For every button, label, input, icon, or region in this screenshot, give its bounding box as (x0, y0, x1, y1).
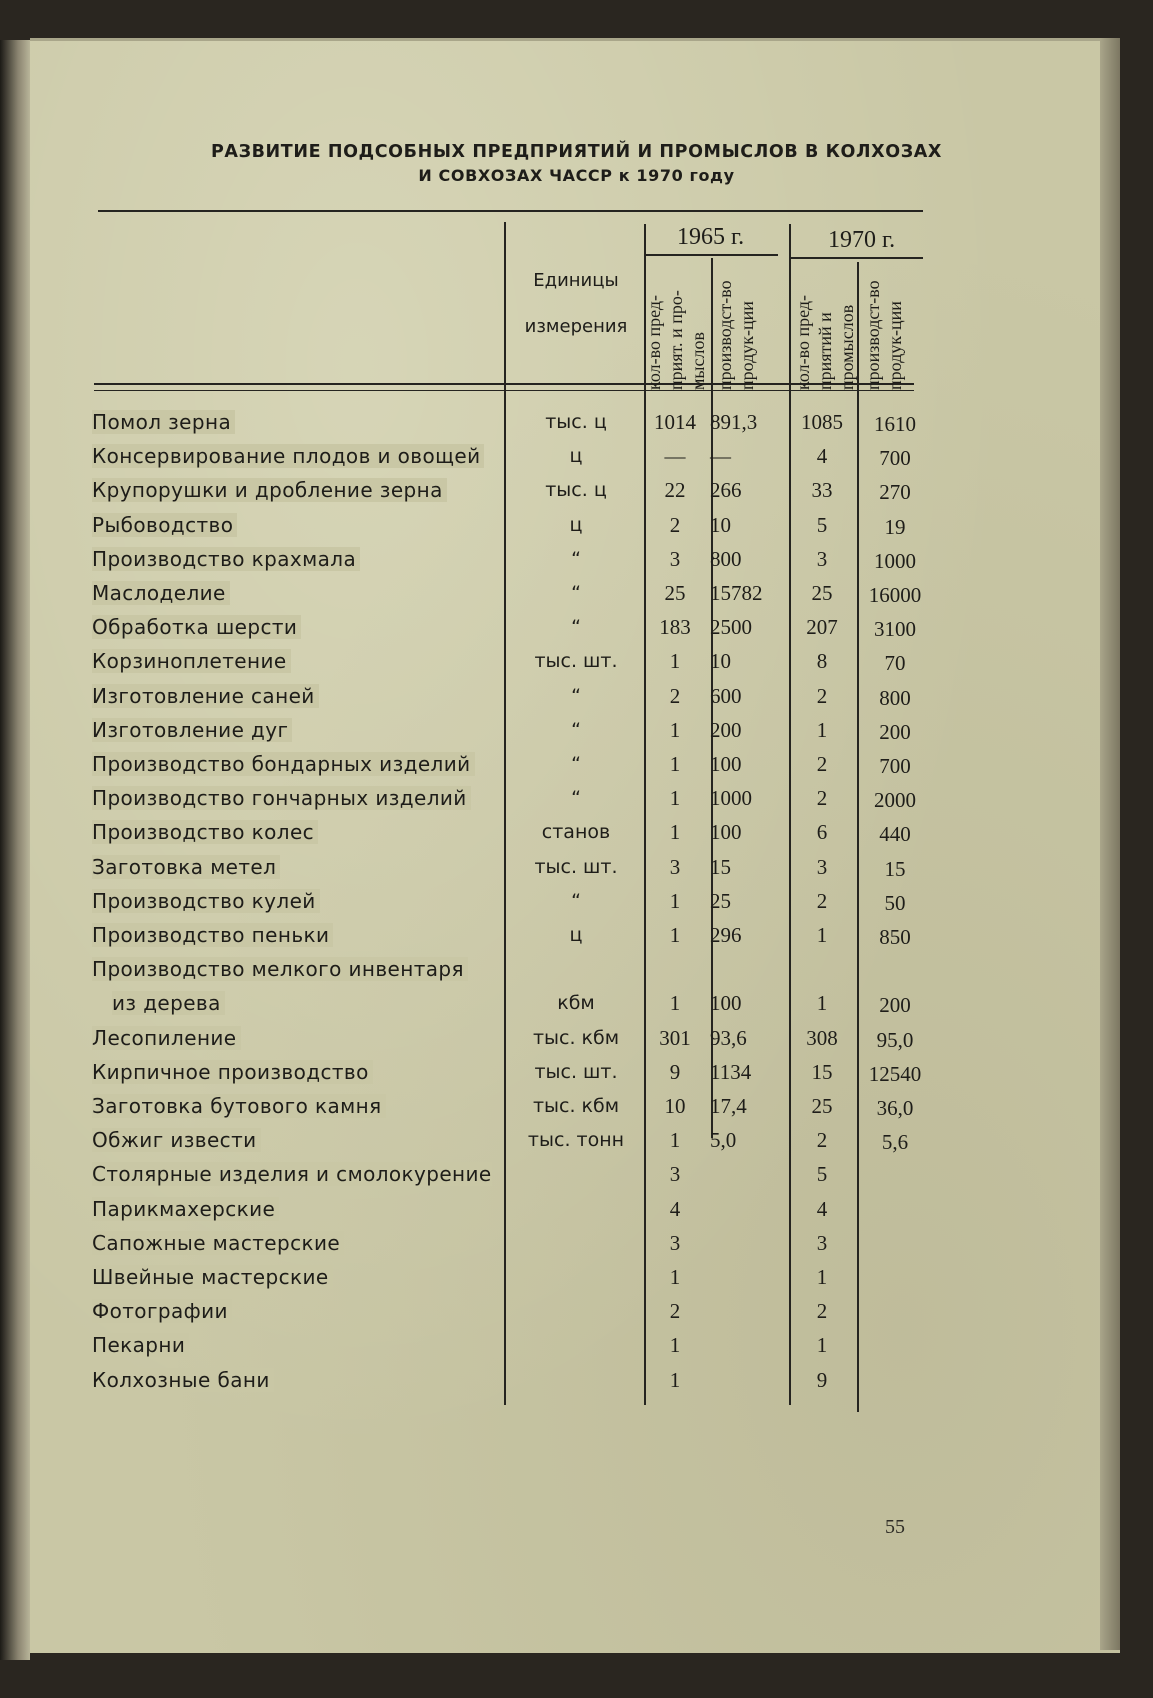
count-1970-cell: 1085 (801, 410, 843, 434)
production-1965-cell: 25 (710, 888, 731, 913)
row-label (92, 547, 492, 571)
row-label (92, 1265, 492, 1289)
count-1965-cell: 3 (669, 1230, 681, 1255)
units-header-line-1: Единицы (533, 270, 619, 291)
row-label (92, 1094, 492, 1118)
unit-cell: “ (571, 684, 581, 707)
production-1970-cell: 3100 (874, 617, 916, 642)
production-1970-cell: 440 (879, 822, 911, 847)
unit-cell: тыс. шт. (534, 855, 618, 878)
count-1965-cell: 25 (664, 581, 686, 605)
row-label (92, 1231, 492, 1255)
unit-cell: “ (571, 787, 581, 810)
count-1965-cell: 3 (669, 546, 681, 571)
row-label-text: Производство кулей (92, 889, 320, 913)
production-1965-cell: — (710, 444, 731, 469)
row-label-text: Крупорушки и дробление зерна (92, 478, 447, 502)
count-1970-cell: 207 (806, 615, 838, 640)
unit-cell: “ (571, 889, 581, 912)
count-1965-cell: 1 (669, 1128, 681, 1153)
count-1970-cell: 2 (816, 1128, 828, 1153)
production-1965-cell: 100 (710, 752, 742, 776)
production-1965-cell: 800 (710, 546, 742, 571)
unit-cell: “ (571, 582, 581, 604)
row-label-text: Производство гончарных изделий (92, 786, 471, 810)
count-1970-cell: 33 (811, 478, 833, 503)
page-number: 55 (885, 1516, 905, 1538)
unit-cell: ц (569, 924, 583, 946)
row-label-text: Кирпичное производство (92, 1060, 373, 1084)
production-1965-cell: 17,4 (710, 1094, 747, 1118)
units-header-line-2: измерения (524, 316, 628, 337)
count-1970-cell: 1 (816, 1265, 828, 1289)
count-1970-cell: 2 (816, 1299, 828, 1324)
table-title-line-1: РАЗВИТИЕ ПОДСОБНЫХ ПРЕДПРИЯТИЙ И ПРОМЫСЛОВ В КОЛХОЗАХ (211, 142, 942, 162)
count-1965-cell: 1 (669, 923, 681, 947)
unit-cell: станов (541, 821, 611, 844)
production-1965-cell: 5,0 (710, 1128, 737, 1153)
production-1965-cell: 10 (710, 512, 731, 537)
production-1965-cell: 2500 (710, 615, 752, 640)
count-1970-cell: 15 (811, 1059, 833, 1084)
count-1965-cell: 1 (669, 1333, 681, 1358)
production-1970-cell: 15 (884, 856, 906, 881)
row-label (92, 1026, 492, 1050)
count-1965-cell: 183 (659, 615, 691, 640)
production-1970-cell: 1000 (874, 548, 916, 573)
count-1965-cell: 1 (669, 752, 681, 776)
col-divider-1970 (789, 224, 791, 1405)
production-1965-cell: 1134 (710, 1059, 752, 1084)
row-label-text: Консервирование плодов и овощей (92, 444, 484, 468)
production-1970-cell: 50 (884, 890, 906, 915)
production-1965-cell: 100 (710, 820, 742, 845)
count-1965-cell: — (664, 444, 686, 469)
count-1970-cell: 1 (816, 717, 828, 742)
row-label-text: Заготовка бутового камня (92, 1094, 386, 1118)
unit-cell: тыс. кбм (532, 1026, 620, 1049)
count-1970-cell: 25 (811, 1094, 833, 1118)
production-1970-cell: 270 (879, 480, 911, 505)
count-1970-cell: 4 (816, 1196, 828, 1221)
row-label (92, 957, 492, 981)
count-1965-cell: 1014 (654, 410, 696, 434)
unit-cell: “ (571, 547, 581, 570)
count-1965-cell: 301 (659, 1025, 691, 1050)
row-label (92, 410, 492, 434)
row-label-text: Обжиг извести (92, 1128, 261, 1152)
count-1965-cell: 3 (669, 854, 681, 879)
count-1970-cell: 4 (816, 444, 828, 469)
row-label-text: Обработка шерсти (92, 615, 301, 639)
production-1970-cell: 800 (879, 685, 911, 710)
row-label (92, 615, 492, 639)
count-1965-cell: 9 (669, 1059, 681, 1084)
header-top-rule (98, 210, 923, 212)
row-label-text: Производство пеньки (92, 923, 333, 947)
row-label (92, 1299, 492, 1323)
count-1970-cell: 1 (816, 1333, 828, 1358)
col-header-prod-1965: производст-во продук-ции (715, 280, 757, 390)
row-label (92, 1060, 492, 1084)
count-1970-cell: 9 (816, 1367, 828, 1392)
row-label (92, 1162, 492, 1186)
row-label (92, 752, 492, 776)
count-1965-cell: 10 (664, 1094, 686, 1118)
unit-cell: тыс. шт. (534, 1060, 618, 1083)
year-1965-header: 1965 г. (677, 224, 745, 250)
count-1965-cell: 1 (669, 786, 681, 811)
row-label-text: Пекарни (92, 1333, 189, 1357)
row-label (92, 855, 492, 879)
production-1965-cell: 200 (710, 717, 742, 742)
count-1970-cell: 308 (806, 1025, 838, 1050)
production-1965-cell: 15 (710, 854, 731, 879)
row-label-text: Производство колес (92, 820, 318, 844)
count-1970-cell: 8 (816, 649, 828, 674)
row-label-text: Колхозные бани (92, 1368, 274, 1392)
production-1970-cell: 200 (879, 993, 911, 1018)
production-1965-cell: 296 (710, 923, 742, 947)
production-1965-cell: 15782 (710, 581, 763, 605)
col-header-count-1965: кол-во пред-прият. и про-мыслов (644, 290, 708, 390)
production-1970-cell: 2000 (874, 788, 916, 813)
production-1970-cell: 5,6 (881, 1130, 909, 1155)
production-1965-cell: 93,6 (710, 1025, 747, 1050)
count-1970-cell: 3 (816, 854, 828, 879)
count-1965-cell: 2 (669, 512, 681, 537)
row-label (92, 820, 492, 844)
row-label-text: Рыбоводство (92, 513, 237, 537)
count-1970-cell: 5 (816, 512, 828, 537)
production-1970-cell: 19 (884, 514, 906, 539)
count-1965-cell: 1 (669, 888, 681, 913)
production-1965-cell: 1000 (710, 786, 752, 811)
count-1965-cell: 1 (669, 717, 681, 742)
count-1965-cell: 22 (664, 478, 686, 503)
count-1970-cell: 3 (816, 1230, 828, 1255)
page-stack-edge (1100, 38, 1120, 1650)
count-1970-cell: 2 (816, 752, 828, 776)
row-label-text: Производство бондарных изделий (92, 752, 475, 776)
row-label-text: Заготовка метел (92, 855, 280, 879)
unit-cell: “ (571, 718, 581, 741)
unit-cell: тыс. кбм (532, 1095, 620, 1117)
row-label (92, 1368, 492, 1392)
unit-cell: “ (571, 616, 581, 639)
row-label-text: Производство крахмала (92, 547, 360, 571)
count-1970-cell: 6 (816, 820, 828, 845)
row-label-text: Маслоделие (92, 581, 230, 605)
row-label (92, 444, 492, 468)
production-1970-cell: 850 (879, 925, 911, 949)
count-1970-cell: 3 (816, 546, 828, 571)
count-1970-cell: 2 (816, 683, 828, 708)
unit-cell: кбм (557, 992, 595, 1015)
count-1965-cell: 3 (669, 1162, 681, 1187)
book-binding-edge (0, 40, 30, 1660)
year-1965-underline (644, 254, 778, 256)
count-1970-cell: 5 (816, 1162, 828, 1187)
row-label (92, 923, 492, 947)
count-1965-cell: 2 (669, 683, 681, 708)
unit-cell: тыс. ц (545, 411, 607, 433)
production-1965-cell: 600 (710, 683, 742, 708)
count-1970-cell: 1 (816, 991, 828, 1016)
row-label-text: Изготовление саней (92, 684, 319, 708)
production-1970-cell: 1610 (874, 412, 916, 436)
row-label (92, 649, 492, 673)
row-label-text: Корзиноплетение (92, 649, 291, 673)
unit-cell: ц (569, 513, 583, 536)
row-label-text: Фотографии (92, 1299, 232, 1323)
row-label (92, 1333, 492, 1357)
production-1970-cell: 36,0 (876, 1096, 914, 1120)
production-1970-cell: 95,0 (876, 1027, 914, 1052)
year-1970-underline (790, 257, 923, 259)
count-1965-cell: 1 (669, 1265, 681, 1289)
row-label-continuation-text: из дерева (112, 991, 225, 1015)
production-1970-cell: 700 (879, 754, 911, 778)
unit-cell: тыс. шт. (534, 650, 618, 673)
row-label-text: Сапожные мастерские (92, 1231, 344, 1255)
row-label-text: Парикмахерские (92, 1197, 279, 1221)
production-1970-cell: 70 (884, 651, 906, 676)
production-1970-cell: 12540 (868, 1061, 922, 1086)
count-1965-cell: 4 (669, 1196, 681, 1221)
production-1970-cell: 200 (879, 719, 911, 744)
row-label (92, 478, 492, 502)
count-1970-cell: 25 (811, 581, 833, 605)
col-header-count-1970: кол-во пред-приятий и промыслов (793, 295, 857, 390)
row-label-text: Изготовление дуг (92, 718, 292, 742)
col-divider-units (504, 222, 506, 1405)
row-label (92, 1128, 492, 1152)
production-1970-cell: 700 (879, 446, 911, 471)
row-label (92, 581, 492, 605)
col-header-prod-1970: производст-во продук-ции (863, 280, 905, 390)
unit-cell: тыс. тонн (527, 1129, 625, 1152)
production-1965-cell: 100 (710, 991, 742, 1016)
count-1970-cell: 2 (816, 888, 828, 913)
count-1965-cell: 1 (669, 1367, 681, 1392)
production-1970-cell: 16000 (868, 583, 922, 607)
year-1970-header: 1970 г. (828, 227, 896, 253)
production-1965-cell: 891,3 (710, 410, 758, 434)
row-label (92, 513, 492, 537)
unit-cell: тыс. ц (545, 479, 607, 502)
row-label (92, 1197, 492, 1221)
count-1965-cell: 1 (669, 649, 681, 674)
row-label-text: Производство мелкого инвентаря (92, 957, 468, 981)
row-label (92, 684, 492, 708)
row-label (92, 889, 492, 913)
production-1965-cell: 266 (710, 478, 742, 503)
count-1965-cell: 1 (669, 820, 681, 845)
count-1965-cell: 1 (669, 991, 681, 1016)
row-label (92, 786, 492, 810)
row-label (92, 718, 492, 742)
row-label-text: Лесопиление (92, 1026, 241, 1050)
count-1965-cell: 2 (669, 1299, 681, 1324)
unit-cell: ц (569, 445, 583, 468)
row-label-text: Столярные изделия и смолокурение (92, 1162, 492, 1186)
row-label-text: Помол зерна (92, 410, 235, 434)
table-title-line-2: И СОВХОЗАХ ЧАССР к 1970 году (418, 166, 735, 185)
row-label-text: Швейные мастерские (92, 1265, 333, 1289)
production-1965-cell: 10 (710, 649, 731, 674)
count-1970-cell: 1 (816, 923, 828, 947)
count-1970-cell: 2 (816, 786, 828, 811)
col-divider-1965 (644, 224, 646, 1405)
row-label-continuation (112, 991, 512, 1015)
unit-cell: “ (571, 753, 581, 775)
